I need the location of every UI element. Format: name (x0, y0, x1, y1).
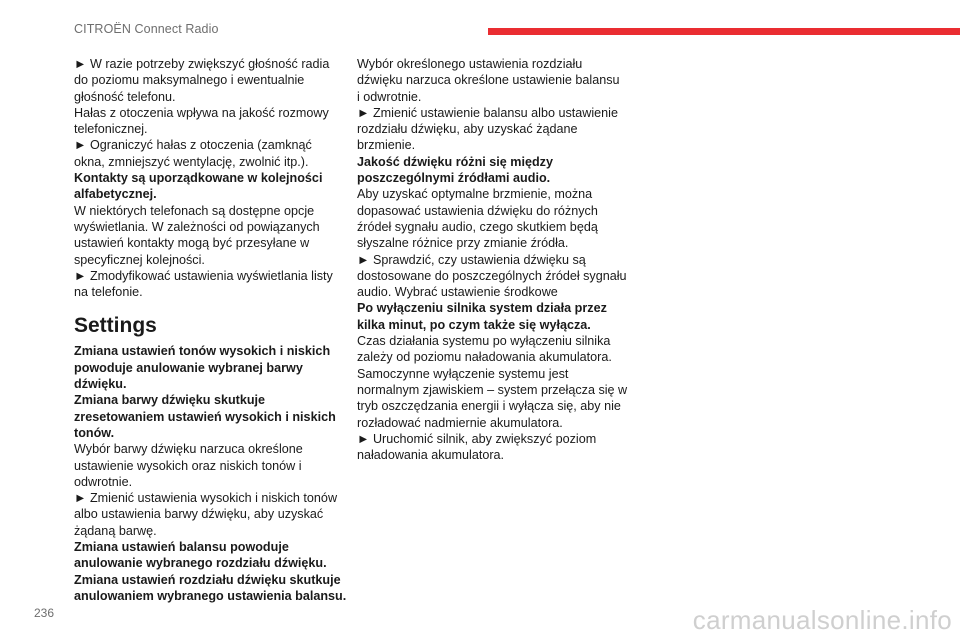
right-paragraph-3 (357, 333, 629, 463)
text-line: Zmiana ustawień tonów wysokich i niskich (74, 344, 331, 359)
text-line: Wybór barwy dźwięku narzuca określone (74, 442, 303, 457)
text-line: wyświetlania. W zależności od powiązanych (74, 219, 320, 234)
text-line: Zmiana ustawień balansu powoduje (74, 540, 289, 555)
text-line: Hałas z otoczenia wpływa na jakość rozmowy (74, 105, 329, 120)
text-line: ► Zmienić ustawienie balansu albo ustawienie (357, 105, 618, 120)
text-line: Jakość dźwięku różni się między (357, 154, 553, 169)
text-line: Kontakty są uporządkowane w kolejności (74, 171, 323, 186)
text-line: dźwięku narzuca określone ustawienie balansu (357, 73, 620, 88)
text-line: źródeł sygnału audio, czego skutkiem będą (357, 219, 598, 234)
text-line: Zmiana ustawień rozdziału dźwięku skutkuje (74, 572, 341, 587)
text-line: Wybór określonego ustawienia rozdziału (357, 57, 583, 71)
left-column (74, 56, 346, 604)
text-line: ustawień kontakty mogą być przesyłane w (74, 236, 310, 251)
text-line: ustawienie wysokich oraz niskich tonów i (74, 458, 302, 473)
text-line: okna, zmniejszyć wentylację, zwolnić itp.). (74, 154, 309, 169)
text-line: rozdziału dźwięku, aby uzyskać żądane (357, 122, 578, 137)
text-line: telefonicznej. (74, 122, 148, 137)
right-paragraph-1 (357, 56, 629, 154)
text-line: dostosowane do poszczególnych źródeł sygnału (357, 268, 627, 283)
text-line: anulowaniem wybranego ustawienia balansu. (74, 588, 347, 603)
text-line: audio. Wybrać ustawienie środkowe (357, 285, 558, 300)
left-paragraph-1 (74, 56, 346, 170)
right-bold-note-sources (357, 154, 629, 187)
text-line: Po wyłączeniu silnika system działa przez (357, 301, 607, 316)
text-line: na telefonie. (74, 285, 143, 300)
section-heading-settings: Settings (74, 314, 157, 338)
text-line: słyszalne różnice przy zmianie źródła. (357, 236, 569, 251)
text-line: dopasować ustawienia dźwięku do różnych (357, 203, 598, 218)
left-bold-note-contacts (74, 170, 346, 203)
text-line: Samoczynne wyłączenie systemu jest (357, 366, 569, 381)
right-column (357, 56, 629, 463)
text-line: Aby uzyskać optymalne brzmienie, można (357, 187, 593, 202)
text-line: ► Ograniczyć hałas z otoczenia (zamknąć (74, 138, 312, 153)
text-line: albo ustawienia barwy dźwięku, aby uzyskać (74, 507, 324, 522)
header-accent-bar (488, 28, 960, 35)
text-line: do poziomu maksymalnego i ewentualnie (74, 73, 305, 88)
text-line: powoduje anulowanie wybranej barwy (74, 360, 303, 375)
text-line: ► W razie potrzeby zwiększyć głośność radia (74, 57, 330, 71)
text-line: brzmienie. (357, 138, 416, 153)
left-bold-note-balance (74, 539, 346, 604)
text-line: poszczególnymi źródłami audio. (357, 171, 551, 186)
text-line: głośność telefonu. (74, 89, 176, 104)
left-bold-note-tone (74, 343, 346, 441)
right-paragraph-2 (357, 186, 629, 300)
left-paragraph-2 (74, 203, 346, 301)
right-bold-note-engine-off (357, 300, 629, 333)
text-line: dźwięku. (74, 377, 127, 392)
running-header-title: CITROËN Connect Radio (74, 22, 219, 36)
text-line: W niektórych telefonach są dostępne opcje (74, 203, 315, 218)
text-line: naładowania akumulatora. (357, 448, 505, 463)
site-watermark: carmanualsonline.info (692, 605, 952, 635)
page-number: 236 (34, 606, 55, 620)
text-line: ► Uruchomić silnik, aby zwiększyć poziom (357, 431, 597, 446)
left-paragraph-3 (74, 441, 346, 539)
text-line: zależy od poziomu naładowania akumulatora. (357, 350, 612, 365)
text-line: kilka minut, po czym także się wyłącza. (357, 317, 591, 332)
text-line: anulowanie wybranego rozdziału dźwięku. (74, 556, 327, 571)
text-line: odwrotnie. (74, 474, 133, 489)
text-line: ► Zmienić ustawienia wysokich i niskich tonów (74, 491, 338, 506)
text-line: żądaną barwę. (74, 523, 157, 538)
text-line: ► Sprawdzić, czy ustawienia dźwięku są (357, 252, 586, 267)
text-line: zresetowaniem ustawień wysokich i niskich (74, 409, 336, 424)
text-line: tonów. (74, 425, 115, 440)
text-line: normalnym zjawiskiem – system przełącza się w (357, 382, 628, 397)
text-line: specyficznej kolejności. (74, 252, 205, 267)
text-line: ► Zmodyfikować ustawienia wyświetlania listy (74, 268, 333, 283)
text-line: alfabetycznej. (74, 187, 157, 202)
text-line: tryb oszczędzania energii i wyłącza się, aby nie (357, 399, 621, 414)
text-line: Czas działania systemu po wyłączeniu silnika (357, 334, 611, 349)
text-line: i odwrotnie. (357, 89, 422, 104)
text-line: rozładować nadmiernie akumulatora. (357, 415, 563, 430)
text-line: Zmiana barwy dźwięku skutkuje (74, 393, 266, 408)
